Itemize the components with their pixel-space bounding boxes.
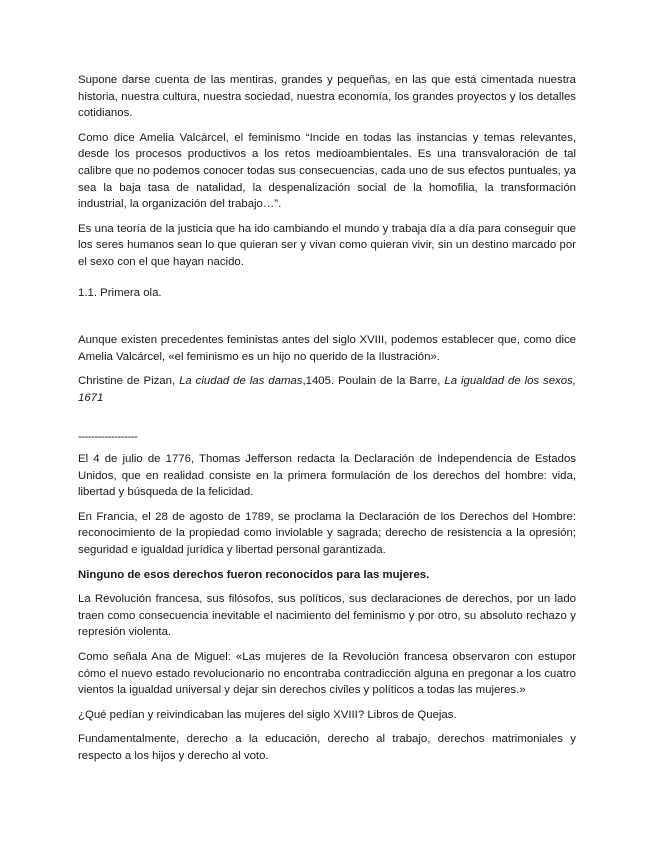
paragraph-valcarcel-quote: Como dice Amelia Valcárcel, el feminismo “Incide en todas las instancias y temas relevantes, desde los procesos productivos a los retos medioambientales. Es una transvaloración de tal calibre que no podemos conocer todas sus consecuencias, cada uno de sus efectos puntuales, ya sea la baja tasa de natalidad, la despenalización social de la homofilia, la transformación industrial, la organización del trabajo…”.: [78, 131, 576, 211]
section-heading: 1.1. Primera ola.: [78, 286, 162, 299]
book-title-pizan: La ciudad de las damas: [179, 375, 303, 388]
book-title-poulain: La igualdad de los sexos, 1671: [78, 375, 576, 404]
paragraph-authors: [78, 373, 576, 406]
document-body: [78, 72, 576, 773]
paragraph-jefferson: El 4 de julio de 1776, Thomas Jefferson redacta la Declaración de Independencia de Estados Unidos, que en realidad consiste en la primera formulación de los derechos del hombre: vida, libertad y búsqueda de la felicidad.: [78, 453, 576, 499]
author-pizan: Christine de Pizan,: [78, 375, 180, 388]
paragraph-revolution: La Revolución francesa, sus filósofos, sus políticos, sus declaraciones de derechos, por un lado traen como consecuencia inevitable el nacimiento del feminismo y por otro, su absoluto rechazo y represión violenta.: [78, 593, 576, 639]
paragraph-theory-of-justice: Es una teoría de la justicia que ha ido cambiando el mundo y trabaja día a día para conseguir que los seres humanos sean lo que quieran ser y vivan como quieran vivir, sin un destino marcado por el sexo con el que hayan nacido.: [78, 222, 576, 268]
paragraph-question: ¿Qué pedían y reivindicaban las mujeres del siglo XVIII? Libros de Quejas.: [78, 708, 457, 721]
paragraph-no-rights-women: Ninguno de esos derechos fueron reconocidos para las mujeres.: [78, 568, 430, 581]
separator-line: ------------------: [78, 430, 138, 443]
paragraph-intro: Supone darse cuenta de las mentiras, grandes y pequeñas, en las que está cimentada nuestra historia, nuestra cultura, nuestra sociedad, nuestra economía, los grandes proyectos y los detalles cotidianos.: [78, 74, 576, 120]
paragraph-ana-de-miguel: Como señala Ana de Miguel: «Las mujeres de la Revolución francesa observaron con estupor cómo el nuevo estado revolucionario no encontraba contradicción alguna en pregonar a los cuatro vientos la igualdad universal y dejar sin derechos civiles y políticos a todas las mujeres.»: [78, 651, 576, 697]
author-poulain: ,1405. Poulain de la Barre,: [302, 375, 445, 388]
paragraph-rights-list: Fundamentalmente, derecho a la educación, derecho al trabajo, derechos matrimoniales y respecto a los hijos y derecho al voto.: [78, 733, 576, 762]
paragraph-precedents: Aunque existen precedentes feministas antes del siglo XVIII, podemos establecer que, como dice Amelia Valcárcel, «el feminismo es un hijo no querido de la Ilustración».: [78, 334, 576, 363]
paragraph-france-1789: En Francia, el 28 de agosto de 1789, se proclama la Declaración de los Derechos del Hombre: reconocimiento de la propiedad como inviolable y sagrada; derecho de resistencia a la opresión; seguridad e igualdad jurídica y libertad personal garantizada.: [78, 510, 576, 557]
